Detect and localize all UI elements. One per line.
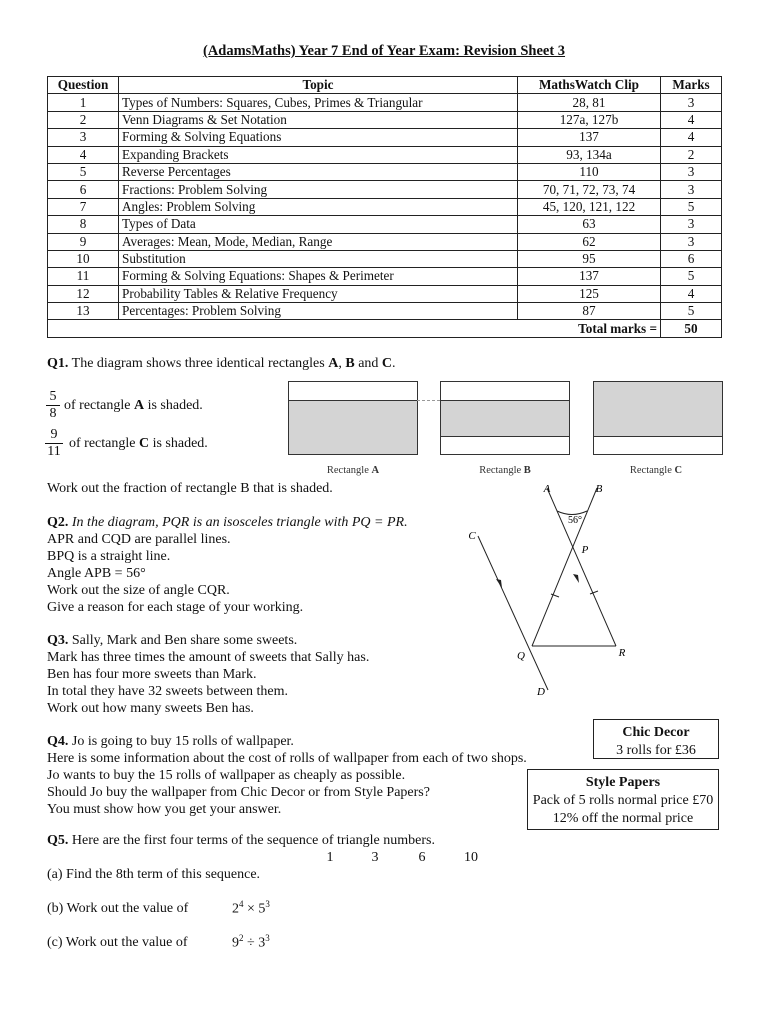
- b-base1: 2: [232, 901, 239, 917]
- cell-clip: 93, 134a: [518, 146, 661, 163]
- q3-label: Q3.: [47, 633, 69, 648]
- cell-topic: Percentages: Problem Solving: [119, 303, 518, 320]
- q4-line5: You must show how you get your answer.: [47, 802, 282, 817]
- cell-topic: Expanding Brackets: [119, 146, 518, 163]
- rectangle-b-divider-bottom: [441, 436, 569, 437]
- q1-letter-c: C: [381, 356, 393, 371]
- rectangle-a-label-pre: Rectangle: [326, 465, 372, 476]
- header-marks: Marks: [661, 77, 722, 94]
- table-row: [48, 146, 722, 163]
- q4-line1-text: Jo is going to buy 15 rolls of wallpaper.: [68, 734, 294, 749]
- cell-marks: 3: [661, 94, 722, 111]
- cell-marks: 3: [661, 181, 722, 198]
- table-row: [48, 303, 722, 320]
- q2-geometry-diagram: [455, 478, 655, 700]
- cell-marks: 4: [661, 111, 722, 128]
- table-row: [48, 268, 722, 285]
- line-cqd: [478, 536, 548, 690]
- fraction-a: [46, 389, 60, 422]
- total-marks-label: Total marks =: [48, 320, 661, 337]
- table-row: [48, 94, 722, 111]
- label-d: D: [537, 686, 545, 698]
- cell-clip: 62: [518, 233, 661, 250]
- sequence-term-3: 6: [418, 850, 426, 865]
- cell-clip: 95: [518, 250, 661, 267]
- q4-line1: [47, 733, 527, 750]
- q2-line2: APR and CQD are parallel lines.: [47, 532, 231, 547]
- dashed-connector: [417, 400, 440, 401]
- q2-line1: [47, 514, 408, 531]
- cell-question-number: 2: [48, 111, 119, 128]
- label-a: A: [543, 483, 551, 495]
- fraction-a-text-post: is shaded.: [144, 398, 203, 413]
- table-header-row: [48, 77, 722, 94]
- table-row: [48, 129, 722, 146]
- cell-question-number: 1: [48, 94, 119, 111]
- cell-marks: 3: [661, 216, 722, 233]
- cell-topic: Probability Tables & Relative Frequency: [119, 285, 518, 302]
- fraction-c-text-pre: of rectangle: [69, 436, 139, 451]
- q3-line4: In total they have 32 sweets between them.: [47, 684, 289, 699]
- rectangle-c-divider: [594, 436, 722, 437]
- cell-topic: Reverse Percentages: [119, 163, 518, 180]
- table-row: [48, 285, 722, 302]
- parallel-arrow-apr: [573, 574, 579, 583]
- header-topic: Topic: [119, 77, 518, 94]
- fraction-a-denominator: 8: [49, 406, 57, 421]
- cell-marks: 5: [661, 198, 722, 215]
- rectangle-a: [288, 381, 418, 455]
- equal-tick-pr: [590, 591, 598, 594]
- q2-line4: Angle APB = 56°: [47, 566, 146, 581]
- page-title: (AdamsMaths) Year 7 End of Year Exam: Revision Sheet 3: [202, 43, 566, 59]
- label-c: C: [468, 530, 476, 542]
- cell-marks: 6: [661, 250, 722, 267]
- table-row: [48, 250, 722, 267]
- c-base2: 3: [258, 935, 266, 951]
- c-base1: 9: [232, 935, 239, 951]
- cell-clip: 137: [518, 268, 661, 285]
- c-exp1: 2: [239, 933, 244, 943]
- q3-line1: [47, 632, 369, 649]
- sequence-term-1: 1: [326, 850, 334, 865]
- rectangle-b-divider-top: [441, 400, 569, 401]
- style-papers-box: [527, 769, 719, 830]
- sequence-term-2: 3: [371, 850, 379, 865]
- cell-clip: 45, 120, 121, 122: [518, 198, 661, 215]
- q2-line1-text: In the diagram, PQR is an isosceles triangle with PQ = PR.: [68, 515, 408, 530]
- q3-line3: Ben has four more sweets than Mark.: [47, 667, 257, 682]
- label-q: Q: [517, 650, 525, 662]
- fraction-c-text: [69, 436, 208, 452]
- table-row: [48, 111, 722, 128]
- q4-text: [47, 733, 527, 818]
- q1-dot: .: [392, 356, 396, 371]
- b-exp2: 3: [265, 899, 270, 909]
- fraction-a-numerator: 5: [46, 389, 60, 406]
- q4-line3: Jo wants to buy the 15 rolls of wallpaper as cheaply as possible.: [47, 768, 406, 783]
- q2-line3: BPQ is a straight line.: [47, 549, 171, 564]
- cell-marks: 4: [661, 129, 722, 146]
- style-papers-offer: Pack of 5 rolls normal price £70: [532, 793, 714, 808]
- rectangle-c: [593, 381, 723, 455]
- cell-topic: Substitution: [119, 250, 518, 267]
- cell-marks: 3: [661, 163, 722, 180]
- q3-line5: Work out how many sweets Ben has.: [47, 701, 254, 716]
- table-row: [48, 163, 722, 180]
- cell-question-number: 13: [48, 303, 119, 320]
- q4-line2: Here is some information about the cost of rolls of wallpaper from each of two shops.: [47, 751, 527, 766]
- fraction-a-text-pre: of rectangle: [64, 398, 134, 413]
- rectangle-b-label-letter: B: [523, 465, 531, 476]
- q3-line1-text: Sally, Mark and Ben share some sweets.: [68, 633, 298, 648]
- header-question: Question: [48, 77, 119, 94]
- header-clip: MathsWatch Clip: [518, 77, 661, 94]
- cell-marks: 2: [661, 146, 722, 163]
- cell-topic: Forming & Solving Equations: [119, 129, 518, 146]
- q1-intro: [47, 356, 396, 372]
- q2-line6: Give a reason for each stage of your working.: [47, 600, 304, 615]
- cell-marks: 5: [661, 268, 722, 285]
- cell-clip: 127a, 127b: [518, 111, 661, 128]
- cell-topic: Angles: Problem Solving: [119, 198, 518, 215]
- total-row: [48, 320, 722, 337]
- table-row: [48, 198, 722, 215]
- rectangle-c-label: [601, 465, 711, 476]
- chic-decor-offer: 3 rolls for £36: [616, 743, 696, 758]
- rectangle-b-label: [450, 465, 560, 476]
- cell-topic: Venn Diagrams & Set Notation: [119, 111, 518, 128]
- cell-question-number: 3: [48, 129, 119, 146]
- q1-task: Work out the fraction of rectangle B that is shaded.: [47, 481, 333, 496]
- rectangle-a-label: [298, 465, 408, 476]
- q5-part-c: (c) Work out the value of: [47, 935, 188, 950]
- q1-comma: ,: [338, 356, 346, 371]
- b-base2: 5: [258, 901, 266, 917]
- q4-label: Q4.: [47, 734, 69, 749]
- q1-letter-b: B: [345, 356, 355, 371]
- cell-question-number: 4: [48, 146, 119, 163]
- cell-question-number: 12: [48, 285, 119, 302]
- q5-part-a: (a) Find the 8th term of this sequence.: [47, 867, 261, 882]
- q5-intro-text: Here are the first four terms of the sequence of triangle numbers.: [68, 833, 435, 848]
- q1-letter-a: A: [328, 356, 339, 371]
- c-exp2: 3: [265, 933, 270, 943]
- fraction-c: [45, 427, 63, 460]
- chic-decor-box: [593, 719, 719, 759]
- label-r: R: [618, 647, 626, 659]
- q2-text: [47, 514, 408, 616]
- fraction-a-letter: A: [133, 398, 145, 413]
- cell-topic: Averages: Mean, Mode, Median, Range: [119, 233, 518, 250]
- rectangle-b: [440, 381, 570, 455]
- q1-label: Q1.: [47, 356, 69, 371]
- rectangle-c-shaded-region: [594, 382, 722, 437]
- cell-question-number: 11: [48, 268, 119, 285]
- label-p: P: [581, 544, 589, 556]
- cell-topic: Fractions: Problem Solving: [119, 181, 518, 198]
- q4-line4: Should Jo buy the wallpaper from Chic Decor or from Style Papers?: [47, 785, 430, 800]
- cell-clip: 70, 71, 72, 73, 74: [518, 181, 661, 198]
- cell-question-number: 10: [48, 250, 119, 267]
- fraction-a-text: [64, 398, 203, 414]
- rectangle-a-label-letter: A: [371, 465, 380, 476]
- line-bpq: [532, 488, 597, 646]
- q5-part-c-expression: [232, 933, 270, 952]
- cell-clip: 28, 81: [518, 94, 661, 111]
- table-row: [48, 216, 722, 233]
- rectangle-a-shaded-region: [289, 401, 417, 454]
- cell-marks: 3: [661, 233, 722, 250]
- q1-and: and: [354, 356, 382, 371]
- q5-part-b: (b) Work out the value of: [47, 901, 189, 916]
- q1-intro-text: The diagram shows three identical rectangles: [68, 356, 329, 371]
- fraction-c-text-post: is shaded.: [149, 436, 208, 451]
- q3-line2: Mark has three times the amount of sweets that Sally has.: [47, 650, 370, 665]
- angle-arc: [557, 511, 587, 515]
- rectangle-c-label-letter: C: [674, 465, 683, 476]
- cell-clip: 87: [518, 303, 661, 320]
- b-exp1: 4: [239, 899, 244, 909]
- cell-question-number: 8: [48, 216, 119, 233]
- cell-marks: 4: [661, 285, 722, 302]
- cell-clip: 110: [518, 163, 661, 180]
- style-papers-discount: 12% off the normal price: [552, 811, 694, 826]
- cell-question-number: 7: [48, 198, 119, 215]
- cell-marks: 5: [661, 303, 722, 320]
- sequence-term-4: 10: [464, 850, 478, 865]
- fraction-c-denominator: 11: [47, 444, 61, 459]
- cell-question-number: 6: [48, 181, 119, 198]
- cell-topic: Types of Numbers: Squares, Cubes, Primes & Triangular: [119, 94, 518, 111]
- cell-topic: Forming & Solving Equations: Shapes & Perimeter: [119, 268, 518, 285]
- q3-text: [47, 632, 369, 717]
- cell-clip: 125: [518, 285, 661, 302]
- chic-decor-name: Chic Decor: [622, 725, 690, 740]
- fraction-c-letter: C: [138, 436, 150, 451]
- q5-intro: [47, 833, 435, 849]
- q5-label: Q5.: [47, 833, 69, 848]
- total-marks-value: 50: [661, 320, 722, 337]
- rectangle-b-label-pre: Rectangle: [479, 465, 524, 476]
- cell-topic: Types of Data: [119, 216, 518, 233]
- table-row: [48, 181, 722, 198]
- rectangle-a-divider: [289, 400, 417, 401]
- cell-question-number: 9: [48, 233, 119, 250]
- style-papers-name: Style Papers: [585, 775, 661, 790]
- angle-label: 56°: [568, 515, 582, 526]
- cell-clip: 63: [518, 216, 661, 233]
- rectangle-c-label-pre: Rectangle: [629, 465, 675, 476]
- cell-clip: 137: [518, 129, 661, 146]
- fraction-c-numerator: 9: [45, 427, 63, 444]
- c-operator: ÷: [243, 935, 259, 951]
- rectangle-b-shaded-region: [441, 401, 569, 437]
- q2-label: Q2.: [47, 515, 69, 530]
- cell-question-number: 5: [48, 163, 119, 180]
- label-b: B: [595, 483, 603, 495]
- b-operator: ×: [243, 901, 259, 917]
- table-body: [48, 94, 722, 320]
- question-summary-table: [47, 76, 722, 338]
- q5-part-b-expression: [232, 899, 270, 918]
- q2-line5: Work out the size of angle CQR.: [47, 583, 230, 598]
- table-row: [48, 233, 722, 250]
